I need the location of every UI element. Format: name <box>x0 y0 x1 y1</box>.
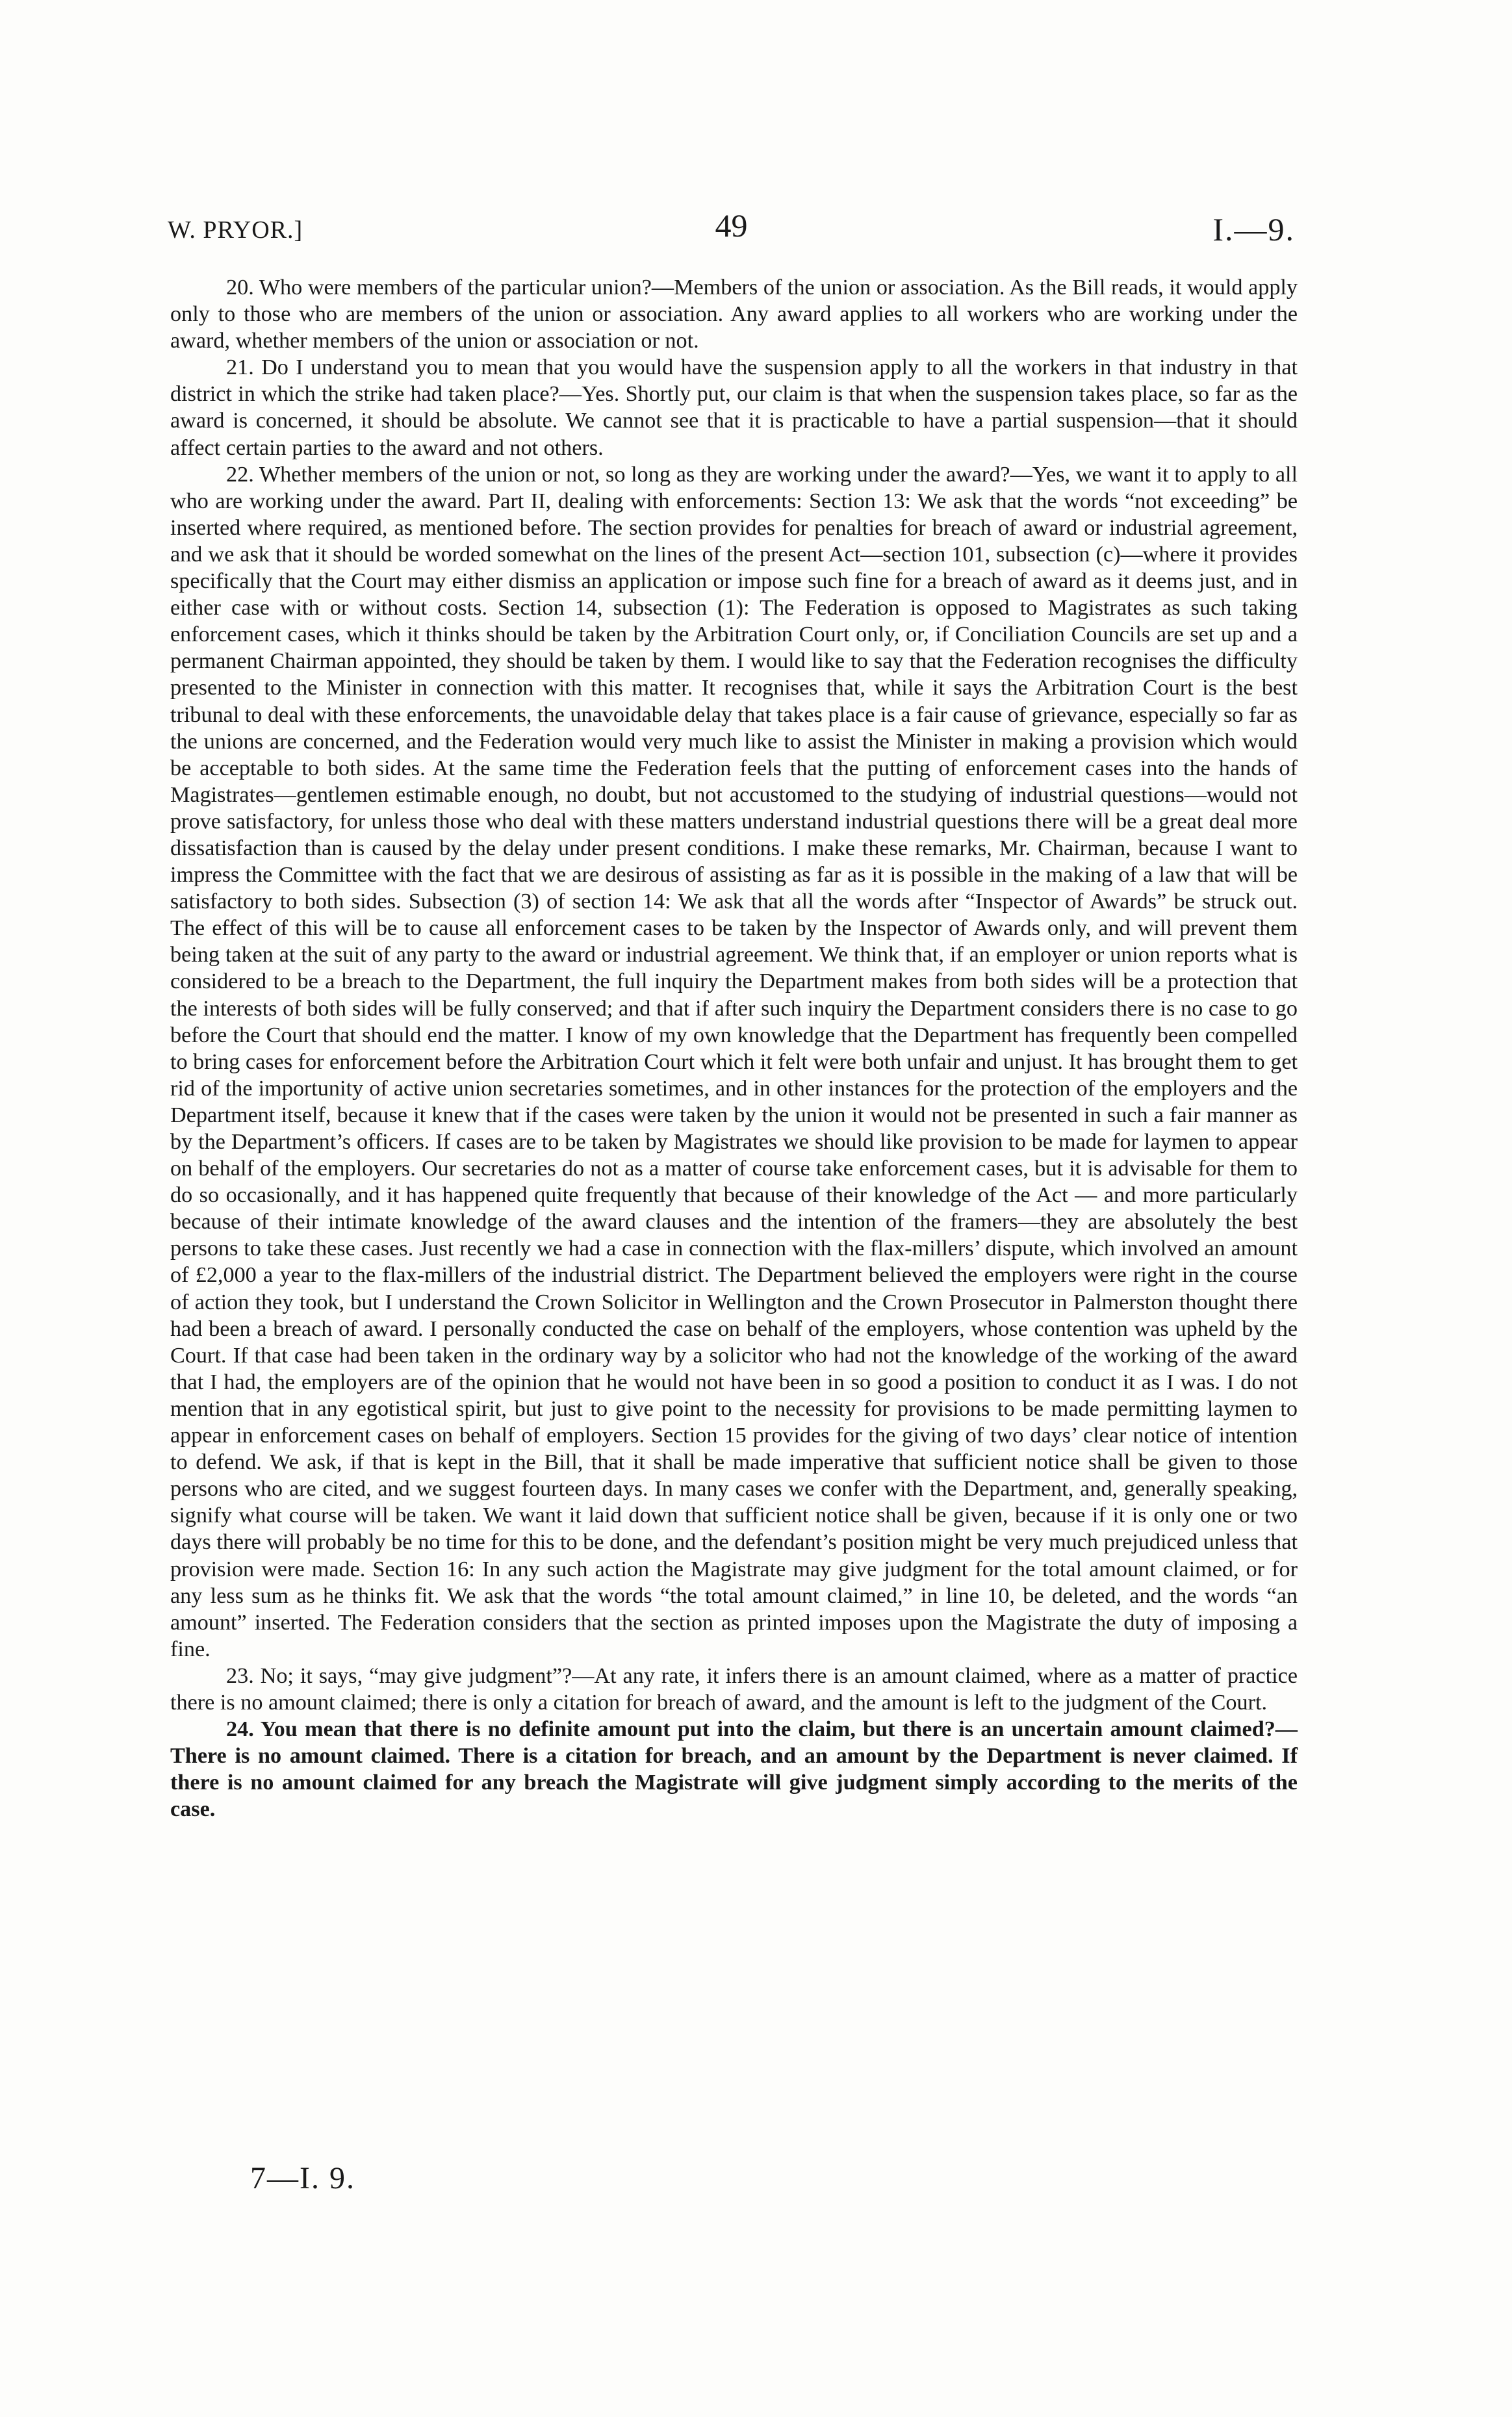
body-text <box>170 274 1298 1822</box>
paragraph-question-23: 23. No; it says, “may give judgment”?—At any rate, it infers there is an amount claimed, where as a matter of practice there is no amount claimed; there is only a citation for breach of award, and the amount is left to the judgment of the Court. <box>170 1663 1298 1715</box>
page-number: 49 <box>715 207 748 244</box>
paragraph-question-20: 20. Who were members of the particular union?—Members of the union or association. As the Bill reads, it would apply only to those who are members of the union or association. Any award applies to all workers who are working under the award, whether members of the union or association or not. <box>170 275 1298 353</box>
document-reference: I.—9. <box>1212 211 1295 248</box>
paragraph-question-24: 24. You mean that there is no definite amount put into the claim, but there is an uncertain amount claimed?—There is no amount claimed. There is a citation for breach, and an amount by the Department is never claimed. If there is no amount claimed for any breach the Magistrate will give judgment simply according to the merits of the case. <box>170 1717 1298 1822</box>
running-head <box>168 207 1295 252</box>
paragraph-question-21: 21. Do I understand you to mean that you would have the suspension apply to all the workers in that industry in that district in which the strike had taken place?—Yes. Shortly put, our claim is that when the suspension takes place, so far as the award is concerned, it should be absolute. We cannot see that it is practicable to have a partial suspension—that it should affect certain parties to the award and not others. <box>170 355 1298 460</box>
witness-name: W. PRYOR.] <box>168 216 303 244</box>
paragraph-question-22: 22. Whether members of the union or not, so long as they are working under the award?—Yes, we want it to apply to all who are working under the award. Part II, dealing with enforcements: Section 13: We ask that the words “not exceeding” be inserted where required, as mentioned before. The section provides for penalties for breach of award or industrial agreement, and we ask that it should be worded somewhat on the lines of the present Act—section 101, subsection (c)—where it provides specifically that the Court may either dismiss an application or impose such fine for a breach of award as it deems just, and in either case with or without costs. Section 14, subsection (1): The Federation is opposed to Magistrates as such taking enforcement cases, which it thinks should be taken by the Arbitration Court only, or, if Conciliation Councils are set up and a permanent Chairman appointed, they should be taken by them. I would like to say that the Federation recognises the difficulty presented to the Minister in connection with this matter. It recognises that, while it says the Arbitration Court is the best tribunal to deal with these enforcements, the unavoidable delay that takes place is a fair cause of grievance, especially so far as the unions are concerned, and the Federation would very much like to assist the Minister in making a provision which would be acceptable to both sides. At the same time the Federation feels that the putting of enforcement cases into the hands of Magistrates—gentlemen estimable enough, no doubt, but not accustomed to the studying of industrial questions—would not prove satisfactory, for unless those who deal with these matters understand industrial questions there will be a great deal more dissatisfaction than is caused by the delay under present conditions. I make these remarks, Mr. Chairman, because I want to impress the Committee with the fact that we are desirous of assisting as far as it is possible in the making of a law that will be satisfactory to both sides. Subsection (3) of section 14: We ask that all the words after “Inspector of Awards” be struck out. The effect of this will be to cause all enforcement cases to be taken by the Inspector of Awards only, and will prevent them being taken at the suit of any party to the award or industrial agreement. We think that, if an employer or union reports what is considered to be a breach to the Department, the full inquiry the Department makes from both sides will be a protection that the interests of both sides will be fully conserved; and that if after such inquiry the Department considers there is no case to go before the Court that should end the matter. I know of my own knowledge that the Department has frequently been compelled to bring cases for enforcement before the Arbitration Court which it felt were both unfair and unjust. It has brought them to get rid of the importunity of active union secretaries sometimes, and in other instances for the protection of the employers and the Department itself, because it knew that if the cases were taken by the union it would not be presented in such a fair manner as by the Department’s officers. If cases are to be taken by Magistrates we should like provision to be made for laymen to appear on behalf of the employers. Our secretaries do not as a matter of course take enforcement cases, but it is advisable for them to do so occasionally, and it has happened quite frequently that because of their knowledge of the Act — and more particularly because of their intimate knowledge of the award clauses and the intention of the framers—they are absolutely the best persons to take these cases. Just recently we had a case in connection with the flax-millers’ dispute, which involved an amount of £2,000 a year to the flax-millers of the industrial district. The Department believed the employers were right in the course of action they took, but I understand the Crown Solicitor in Wellington and the Crown Prosecutor in Palmerston thought there had been a breach of award. I personally conducted the case on behalf of the employers, whose contention was upheld by the Court. If that case had been taken in the ordinary way by a solicitor who had not the knowledge of the working of the award that I had, the employers are of the opinion that he would not have been in so good a position to conduct it as I was. I do not mention that in any egotistical spirit, but just to give point to the necessity for provisions to be made permitting laymen to appear in enforcement cases on behalf of employers. Section 15 provides for the giving of two days’ clear notice of intention to defend. We ask, if that is kept in the Bill, that it shall be made imperative that sufficient notice shall be given to those persons who are cited, and we suggest fourteen days. In many cases we confer with the Department, and, generally speaking, signify what course will be taken. We want it laid down that sufficient notice shall be given, because if it is only one or two days there will probably be no time for this to be done, and the defendant’s position might be very much prejudiced unless that provision were made. Section 16: In any such action the Magistrate may give judgment for the total amount claimed, or for any less sum as he thinks fit. We ask that the words “the total amount claimed,” in line 10, be deleted, and the words “an amount” inserted. The Federation considers that the section as printed imposes upon the Magistrate the duty of imposing a fine. <box>170 462 1298 1661</box>
printer-signature-mark: 7—I. 9. <box>250 2161 355 2195</box>
